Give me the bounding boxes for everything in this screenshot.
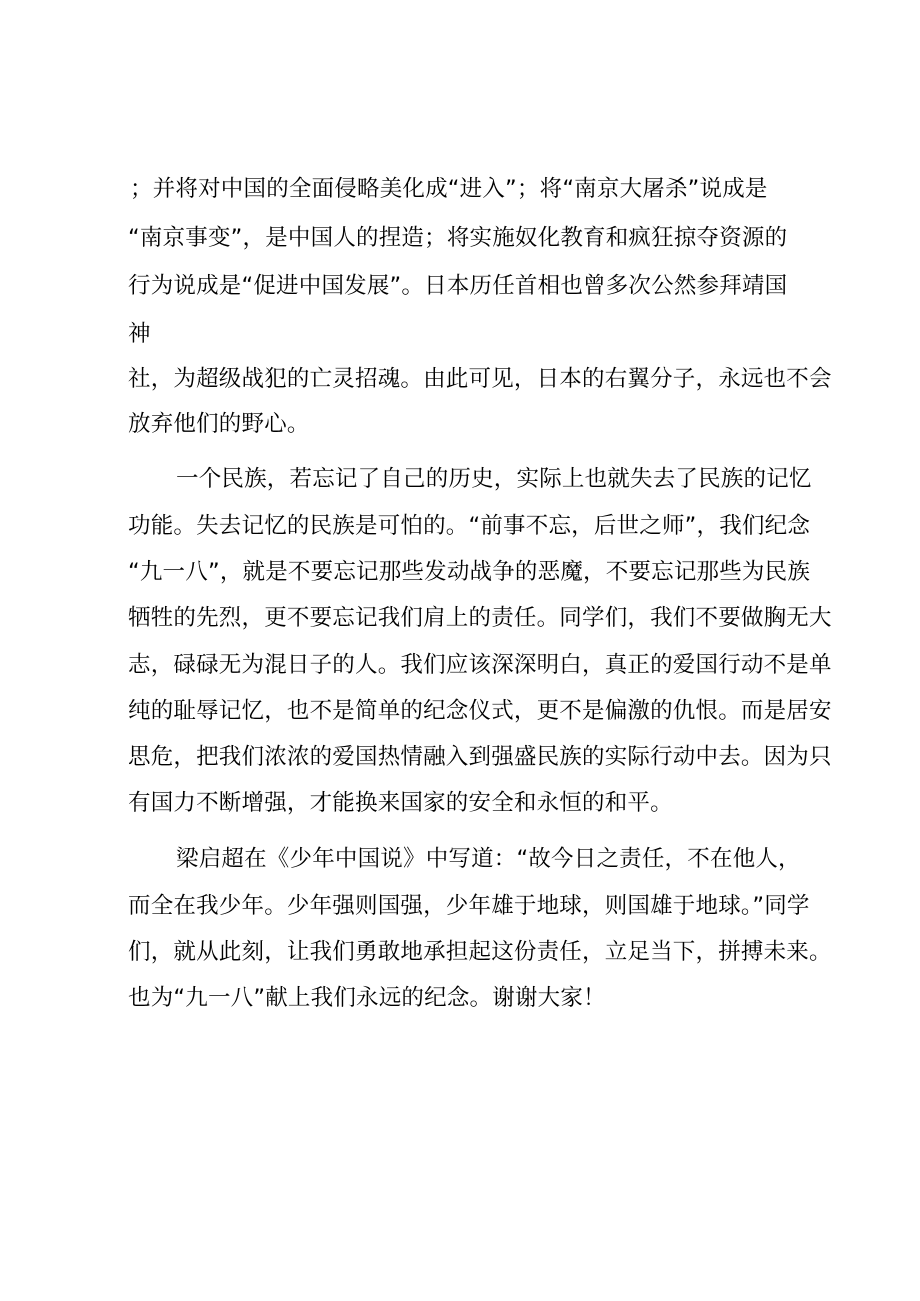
text-line: 行为说成是“促进中国发展”。日本历任首相也曾多次公然参拜靖国	[128, 273, 788, 299]
text-line: 也为“九一八”献上我们永远的纪念。谢谢大家！	[128, 985, 606, 1011]
text-line: 放弃他们的野心。	[128, 411, 310, 437]
text-line: “九一八”，就是不要忘记那些发动战争的恶魔，不要忘记那些为民族	[128, 559, 811, 585]
text-line: 神	[128, 321, 151, 347]
text-line: 社，为超级战犯的亡灵招魂。由此可见，日本的右翼分子，永远也不会	[128, 366, 832, 392]
text-line: 纯的耻辱记忆，也不是简单的纪念仪式，更不是偏激的仇恨。而是居安	[128, 698, 832, 724]
text-line: ；并将对中国的全面侵略美化成“进入”；将“南京大屠杀”说成是	[130, 176, 768, 202]
text-line: 一个民族，若忘记了自己的历史，实际上也就失去了民族的记忆	[176, 466, 812, 492]
text-line: 思危，把我们浓浓的爱国热情融入到强盛民族的实际行动中去。因为只	[128, 744, 832, 770]
text-line: 志，碌碌无为混日子的人。我们应该深深明白，真正的爱国行动不是单	[128, 652, 832, 678]
text-line: 功能。失去记忆的民族是可怕的。“前事不忘，后世之师”，我们纪念	[128, 513, 811, 539]
text-line: 有国力不断增强，才能换来国家的安全和永恒的和平。	[128, 790, 673, 816]
text-line: “南京事变”，是中国人的捏造；将实施奴化教育和疯狂掠夺资源的	[128, 225, 788, 251]
text-line: 梁启超在《少年中国说》中写道：“故今日之责任，不在他人，	[176, 846, 801, 872]
text-line: 而全在我少年。少年强则国强，少年雄于地球，则国雄于地球。”同学	[128, 893, 810, 919]
text-line: 们，就从此刻，让我们勇敢地承担起这份责任，立足当下，拼搏未来。	[128, 939, 832, 965]
text-line: 牺牲的先烈，更不要忘记我们肩上的责任。同学们，我们不要做胸无大	[128, 605, 832, 631]
